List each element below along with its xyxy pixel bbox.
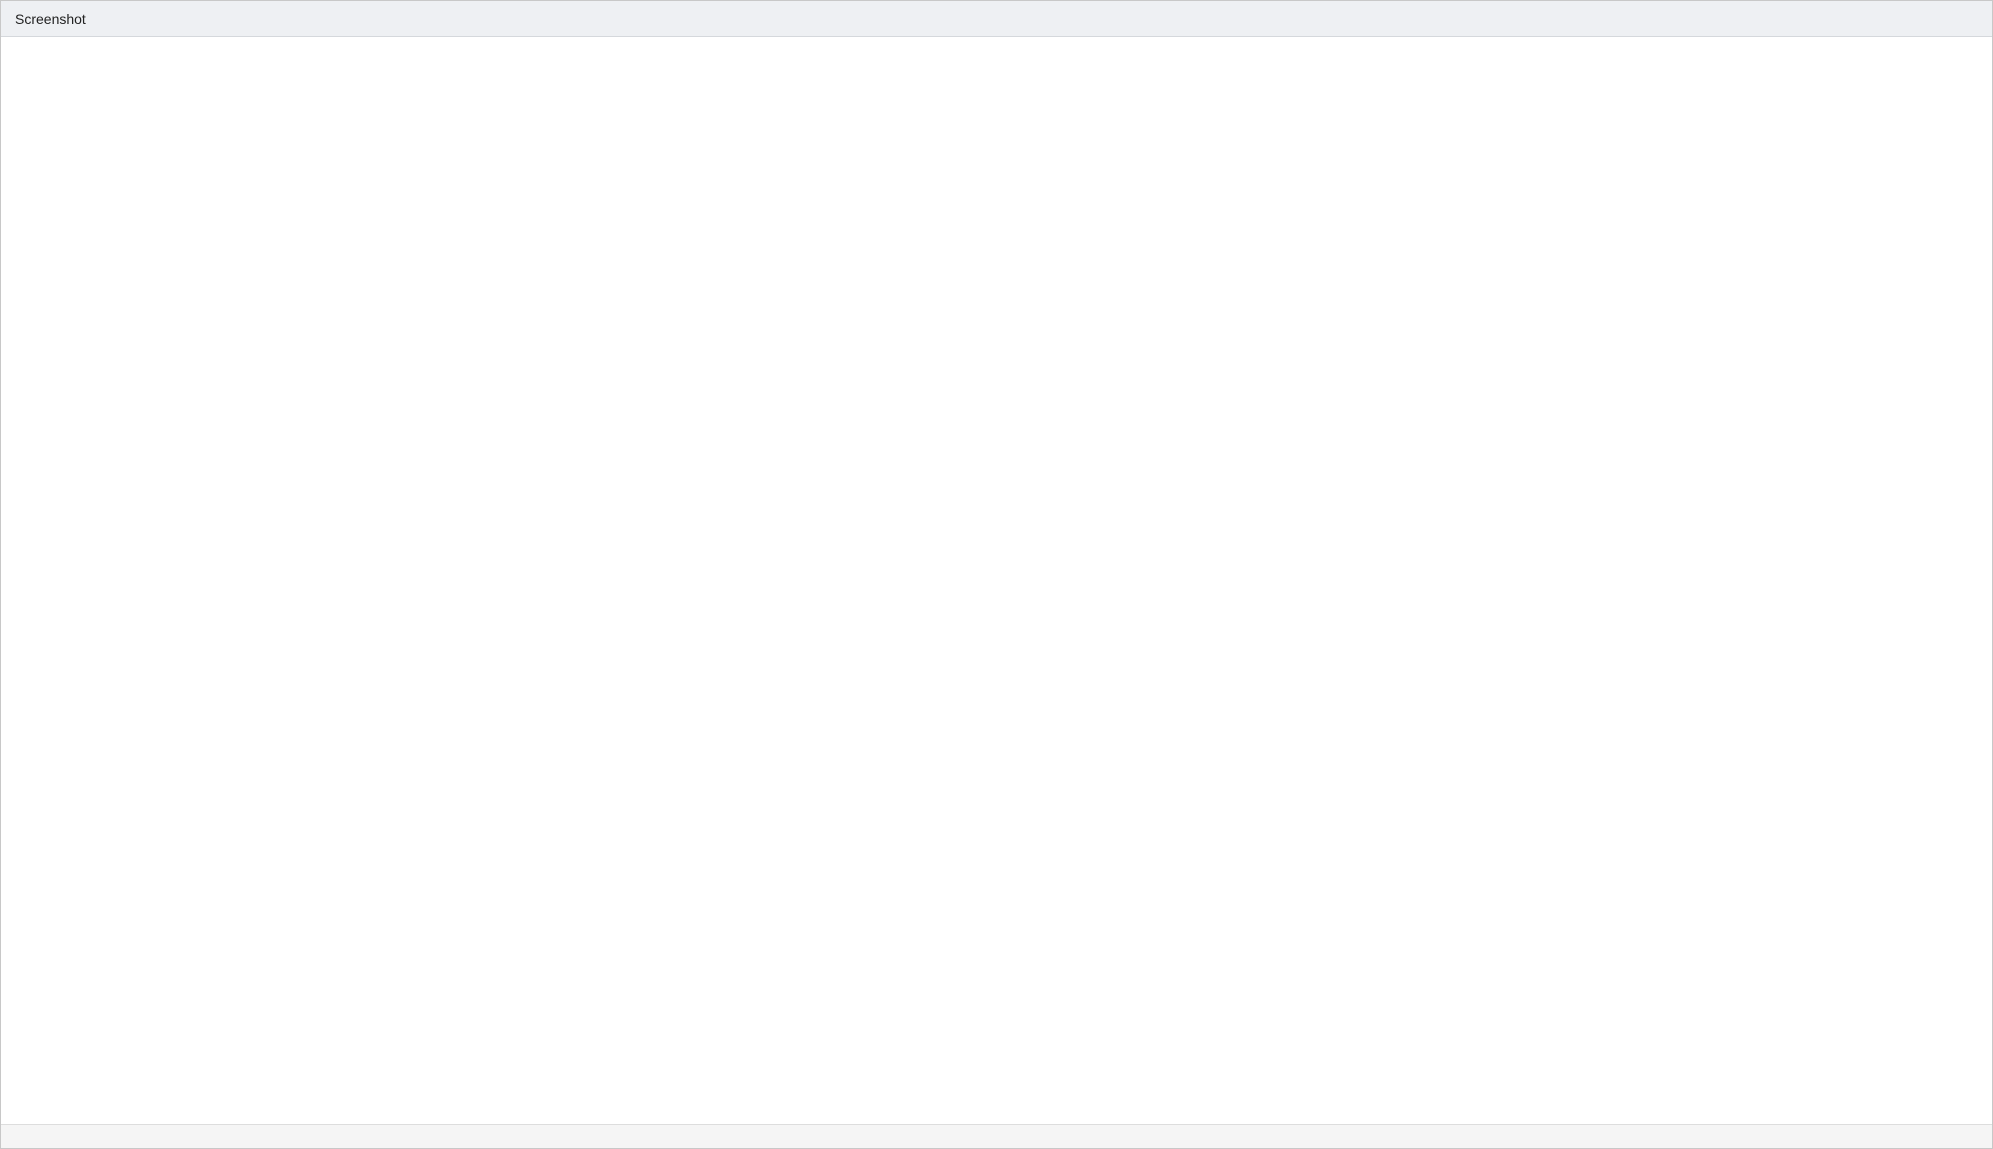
status-bar [1,1124,1992,1148]
window-title: Screenshot [15,10,86,27]
main-content [1,37,1992,1124]
title-bar [1,1,1992,37]
